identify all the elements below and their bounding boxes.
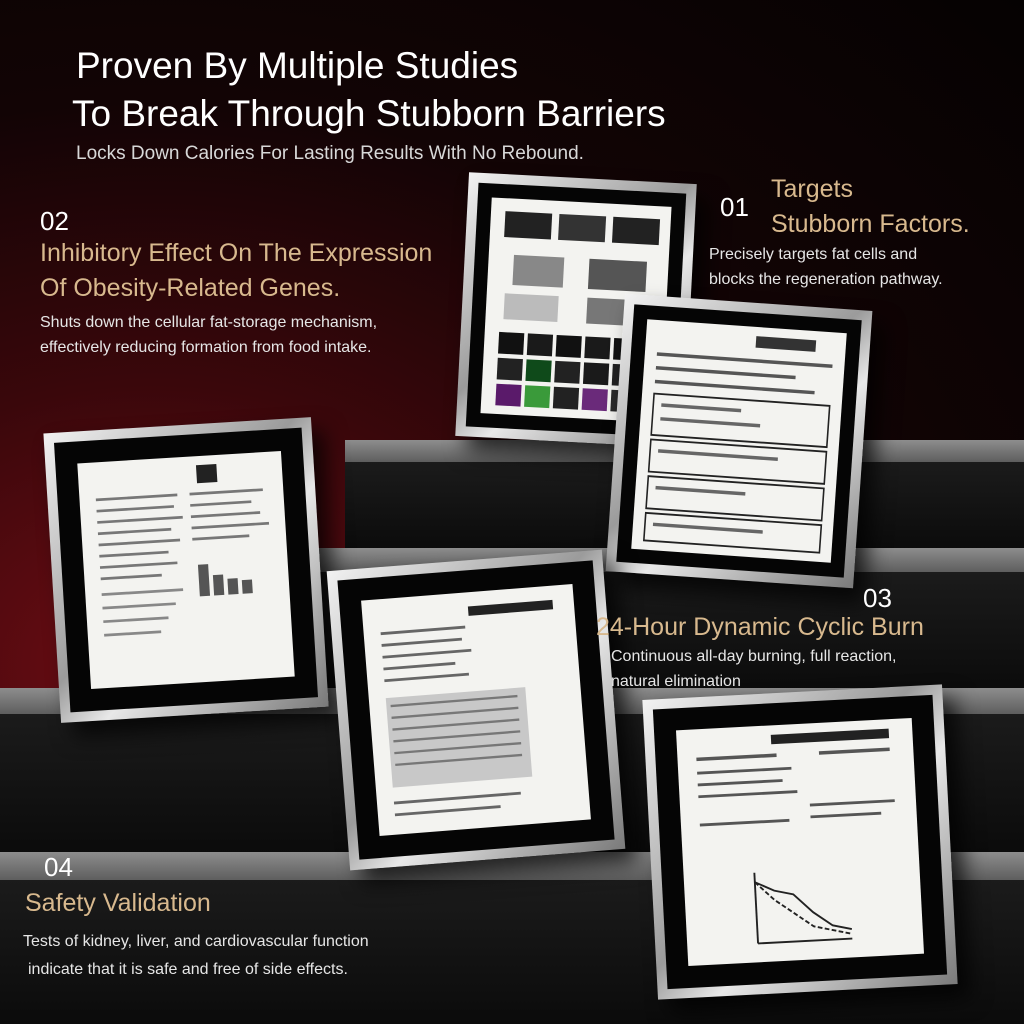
point-01-desc-line-1: Precisely targets fat cells and	[709, 246, 918, 263]
point-02-desc-line-1: Shuts down the cellular fat-storage mechanism,	[40, 314, 378, 331]
point-04-description	[23, 928, 369, 984]
point-03-number: 03	[863, 583, 892, 613]
point-02-desc-line-2: effectively reducing formation from food intake.	[40, 339, 372, 356]
patent-form-icon	[631, 319, 847, 562]
chinese-patent-icon	[77, 451, 294, 689]
headline	[72, 42, 666, 138]
point-04-number: 04	[44, 852, 73, 882]
point-01-title-line-2: Stubborn Factors.	[771, 210, 970, 238]
us-patent-chart-icon	[676, 718, 924, 966]
point-04-desc-line-1: Tests of kidney, liver, and cardiovascular function	[23, 933, 369, 950]
study-frame-patent-form	[606, 294, 873, 589]
point-01-title-line-1: Targets	[771, 175, 853, 203]
study-frame-chinese-patent	[43, 417, 328, 723]
study-frame-publication	[327, 550, 626, 871]
point-03-desc-line-2: natural elimination	[611, 673, 741, 690]
point-02-number: 02	[40, 206, 69, 236]
headline-line-2: To Break Through Stubborn Barriers	[72, 93, 666, 134]
point-02-title-line-1: Inhibitory Effect On The Expression	[40, 239, 433, 267]
point-02-title-line-2: Of Obesity-Related Genes.	[40, 274, 341, 302]
point-02-title	[40, 236, 432, 306]
headline-line-1: Proven By Multiple Studies	[76, 45, 519, 86]
point-01-description	[709, 242, 943, 292]
study-frame-us-patent	[642, 684, 957, 999]
point-04-desc-line-2: indicate that it is safe and free of side effects.	[28, 961, 348, 978]
subheadline: Locks Down Calories For Lasting Results With No Rebound.	[76, 143, 584, 164]
point-01-desc-line-2: blocks the regeneration pathway.	[709, 271, 943, 288]
publication-icon	[361, 584, 591, 836]
point-03-desc-line-1: Continuous all-day burning, full reaction,	[611, 648, 897, 665]
point-03-title: 24-Hour Dynamic Cyclic Burn	[596, 613, 924, 641]
point-04-title: Safety Validation	[25, 889, 211, 917]
point-02-description	[40, 310, 377, 360]
point-01-number: 01	[720, 192, 749, 222]
point-03-description	[611, 644, 897, 694]
point-01-title	[771, 172, 970, 242]
